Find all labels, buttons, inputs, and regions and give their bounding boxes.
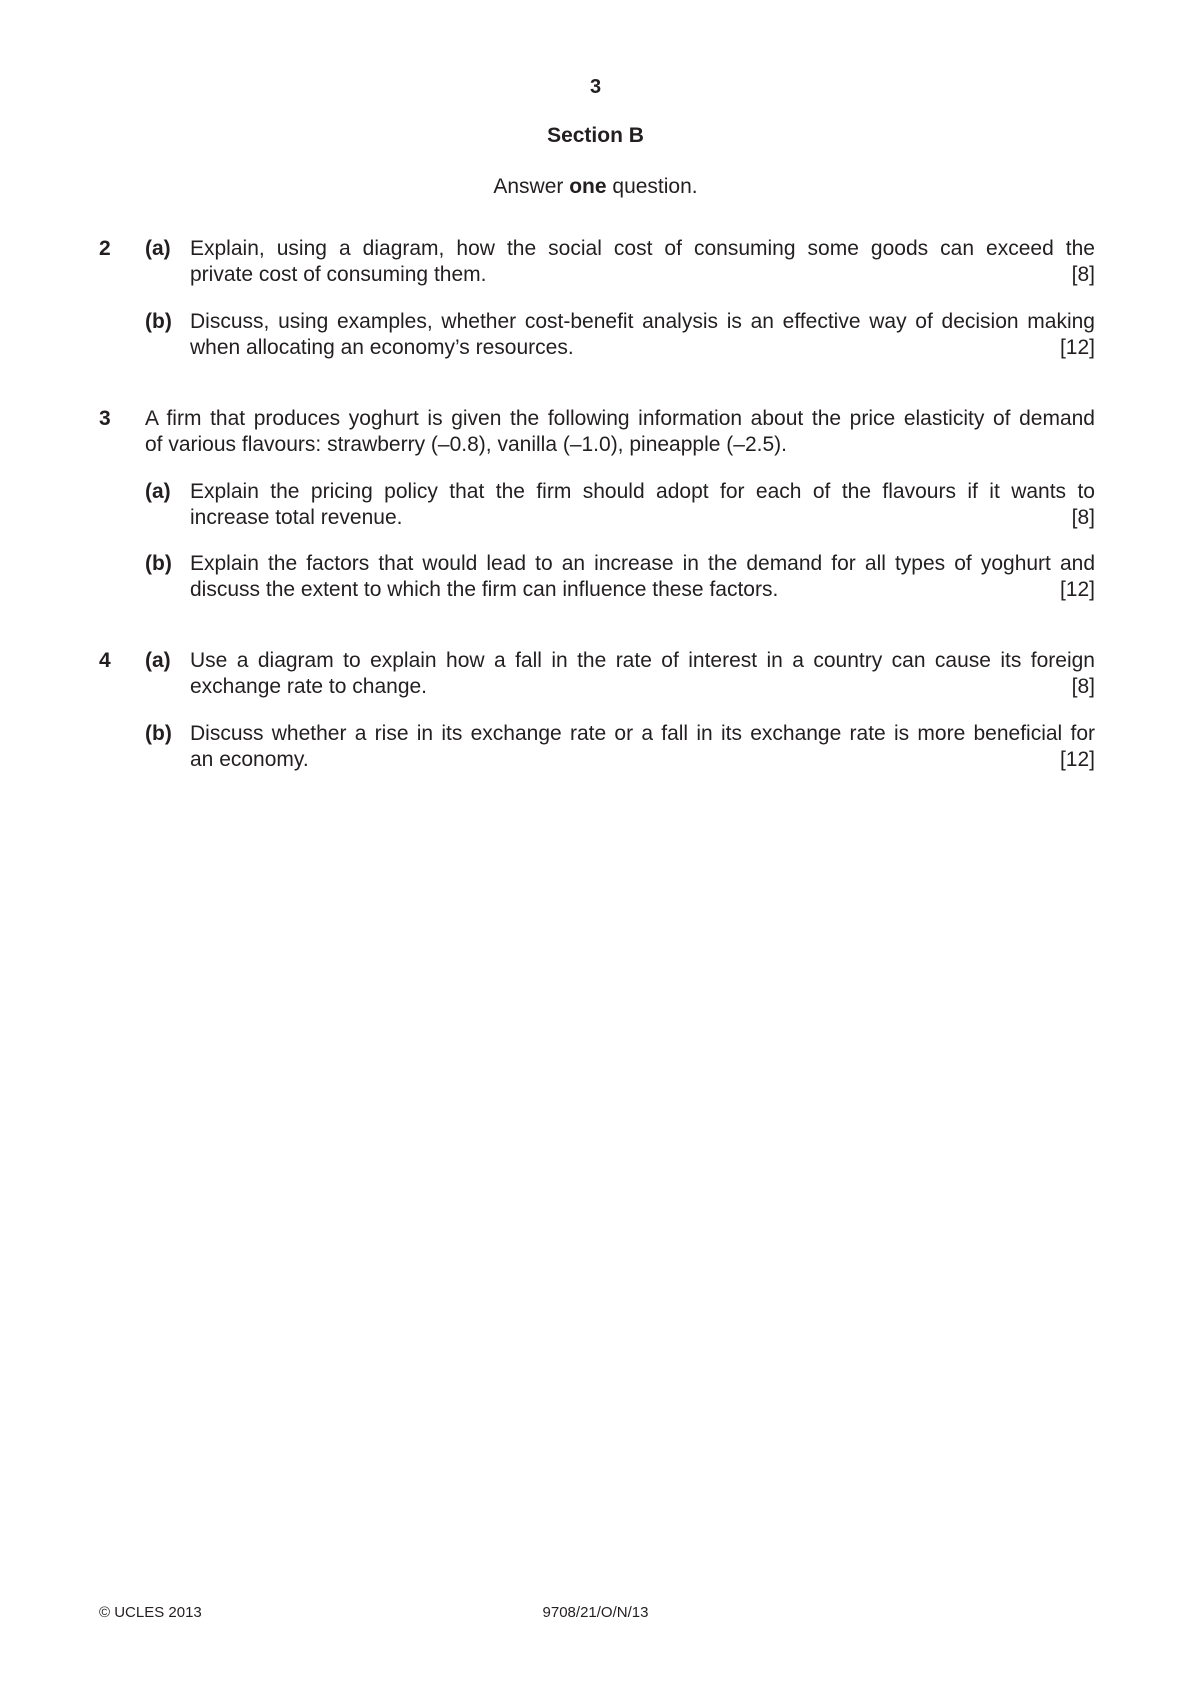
part-label: (a) <box>145 237 171 260</box>
part-label: (b) <box>145 310 172 333</box>
question-line-with-marks <box>190 747 1095 773</box>
question-stem <box>145 406 1095 458</box>
question-line: when allocating an economy’s resources. <box>190 336 574 359</box>
question-number: 3 <box>99 407 111 430</box>
instruction-suffix: question. <box>606 175 698 198</box>
part-label: (a) <box>145 649 171 672</box>
paper-code: 9708/21/O/N/13 <box>542 1604 649 1621</box>
question-part-text <box>190 479 1095 531</box>
marks-label: [12] <box>1059 336 1095 359</box>
section-title: Section B <box>547 124 644 147</box>
instruction-prefix: Answer <box>493 175 570 198</box>
marks-label: [12] <box>1059 748 1095 771</box>
marks-label: [8] <box>1071 263 1095 286</box>
marks-label: [8] <box>1071 506 1095 529</box>
part-label: (a) <box>145 480 171 503</box>
page-number: 3 <box>589 76 602 98</box>
question-line: an economy. <box>190 748 309 771</box>
question-line: exchange rate to change. <box>190 675 428 698</box>
question-number: 4 <box>99 649 111 672</box>
question-line: Discuss whether a rise in its exchange rate or a fall in its exchange rate is more beneficial for <box>190 722 1095 745</box>
question-part-text <box>190 648 1095 700</box>
question-part-text <box>190 551 1095 603</box>
marks-label: [8] <box>1071 675 1095 698</box>
question-number: 2 <box>99 237 111 260</box>
question-line-with-marks <box>190 577 1095 603</box>
question-line-with-marks <box>190 262 1095 288</box>
question-line-with-marks <box>190 335 1095 361</box>
instruction-emphasis: one <box>569 175 607 198</box>
question-line: Explain, using a diagram, how the social cost of consuming some goods can exceed the <box>190 237 1095 260</box>
question-part-text <box>190 236 1095 288</box>
part-label: (b) <box>145 722 172 745</box>
question-line: discuss the extent to which the firm can influence these factors. <box>190 578 779 601</box>
copyright-notice: © UCLES 2013 <box>99 1604 202 1621</box>
question-line: Discuss, using examples, whether cost-benefit analysis is an effective way of decision making <box>190 310 1095 333</box>
question-line: increase total revenue. <box>190 506 403 529</box>
question-line-with-marks <box>190 505 1095 531</box>
question-line-with-marks <box>190 674 1095 700</box>
question-part-text <box>190 721 1095 773</box>
marks-label: [12] <box>1059 578 1095 601</box>
question-line: Explain the factors that would lead to an increase in the demand for all types of yoghurt and <box>190 552 1095 575</box>
question-line: Use a diagram to explain how a fall in the rate of interest in a country can cause its foreign <box>190 649 1095 672</box>
question-line: of various flavours: strawberry (–0.8), vanilla (–1.0), pineapple (–2.5). <box>145 433 787 456</box>
question-line: Explain the pricing policy that the firm should adopt for each of the flavours if it wants to <box>190 480 1095 503</box>
question-part-text <box>190 309 1095 361</box>
question-line: private cost of consuming them. <box>190 263 487 286</box>
part-label: (b) <box>145 552 172 575</box>
question-line: A firm that produces yoghurt is given the following information about the price elasticity of demand <box>145 407 1095 430</box>
instruction <box>0 175 1191 199</box>
